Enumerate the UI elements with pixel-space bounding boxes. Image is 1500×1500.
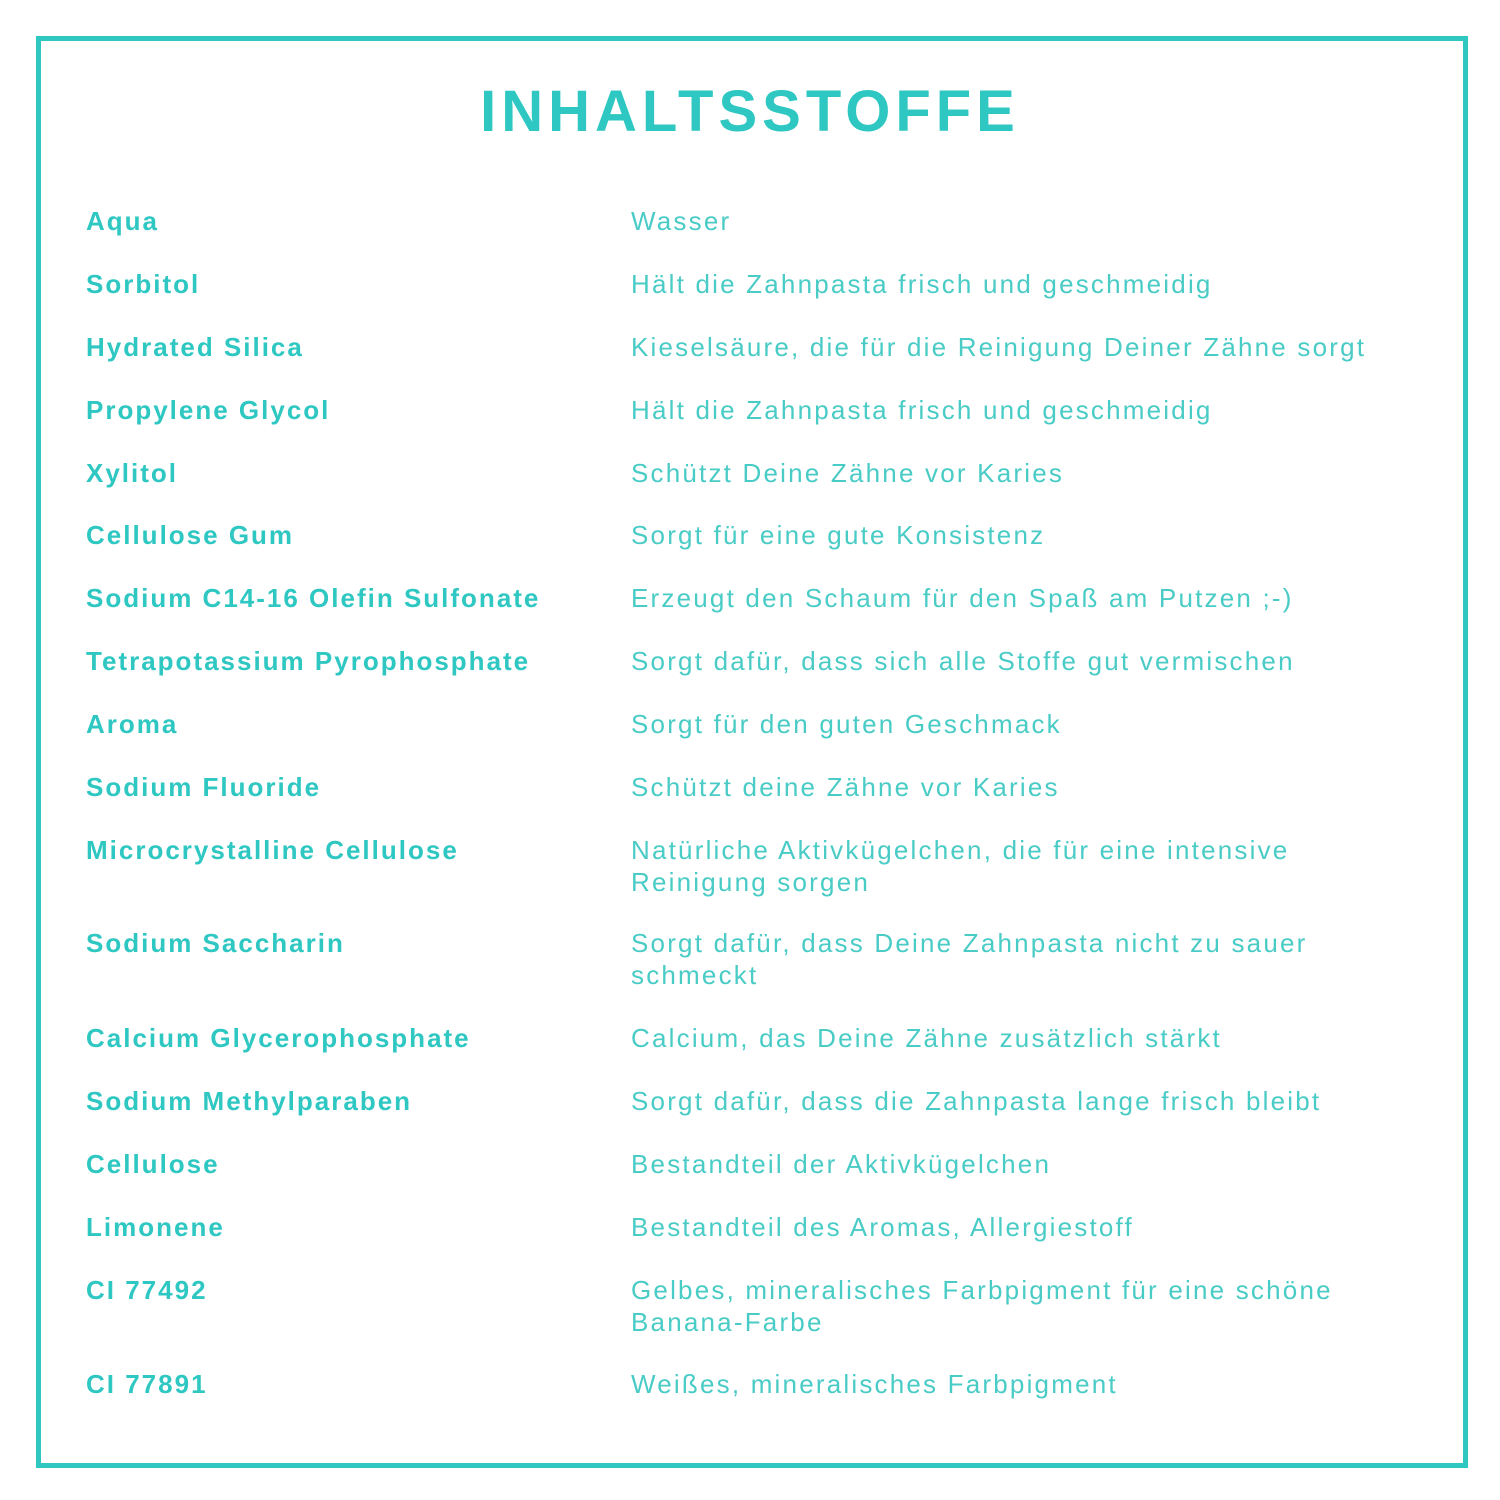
ingredient-name: Sodium Methylparaben xyxy=(86,1086,413,1116)
ingredient-description: Wasser xyxy=(631,206,732,236)
page-title: INHALTSSTOFFE xyxy=(480,79,1020,144)
ingredient-name: CI 77891 xyxy=(86,1369,208,1399)
ingredient-name: Aroma xyxy=(86,709,179,739)
ingredient-description: Sorgt dafür, dass die Zahnpasta lange frisch bleibt xyxy=(631,1086,1322,1116)
ingredient-name: Aqua xyxy=(86,206,159,236)
ingredient-name: Calcium Glycerophosphate xyxy=(86,1023,471,1053)
ingredient-name: Microcrystalline Cellulose xyxy=(86,835,459,865)
ingredient-description: Calcium, das Deine Zähne zusätzlich stärkt xyxy=(631,1023,1222,1053)
ingredient-description: Sorgt für eine gute Konsistenz xyxy=(631,520,1046,550)
ingredient-name: Sodium Saccharin xyxy=(86,928,345,958)
ingredient-description: Weißes, mineralisches Farbpigment xyxy=(631,1369,1118,1399)
ingredient-name: Sodium Fluoride xyxy=(86,772,322,802)
ingredient-description: Kieselsäure, die für die Reinigung Deiner Zähne sorgt xyxy=(631,332,1367,362)
ingredient-name: Cellulose xyxy=(86,1149,220,1179)
ingredient-name: Limonene xyxy=(86,1212,225,1242)
ingredient-description: Schützt deine Zähne vor Karies xyxy=(631,772,1060,802)
ingredient-description: Sorgt für den guten Geschmack xyxy=(631,709,1062,739)
ingredient-name: Tetrapotassium Pyrophosphate xyxy=(86,646,531,676)
ingredient-description: Natürliche Aktivkügelchen, die für eine intensive Reinigung sorgen xyxy=(631,835,1290,897)
ingredient-name: CI 77492 xyxy=(86,1275,208,1305)
ingredient-description: Hält die Zahnpasta frisch und geschmeidig xyxy=(631,269,1213,299)
ingredient-name: Hydrated Silica xyxy=(86,332,304,362)
ingredient-description: Sorgt dafür, dass sich alle Stoffe gut vermischen xyxy=(631,646,1295,676)
ingredient-description: Sorgt dafür, dass Deine Zahnpasta nicht zu sauer schmeckt xyxy=(631,928,1308,990)
page-border xyxy=(36,36,1468,1468)
ingredient-description: Schützt Deine Zähne vor Karies xyxy=(631,458,1065,488)
ingredient-description: Hält die Zahnpasta frisch und geschmeidig xyxy=(631,395,1213,425)
ingredient-description: Bestandteil des Aromas, Allergiestoff xyxy=(631,1212,1134,1242)
ingredient-description: Bestandteil der Aktivkügelchen xyxy=(631,1149,1052,1179)
ingredient-description: Erzeugt den Schaum für den Spaß am Putzen ;-) xyxy=(631,583,1294,613)
ingredient-description: Gelbes, mineralisches Farbpigment für eine schöne Banana-Farbe xyxy=(631,1275,1333,1337)
ingredient-name: Sodium C14-16 Olefin Sulfonate xyxy=(86,583,541,613)
ingredient-name: Xylitol xyxy=(86,458,179,488)
ingredient-name: Propylene Glycol xyxy=(86,395,331,425)
ingredient-name: Cellulose Gum xyxy=(86,520,295,550)
ingredient-name: Sorbitol xyxy=(86,269,201,299)
